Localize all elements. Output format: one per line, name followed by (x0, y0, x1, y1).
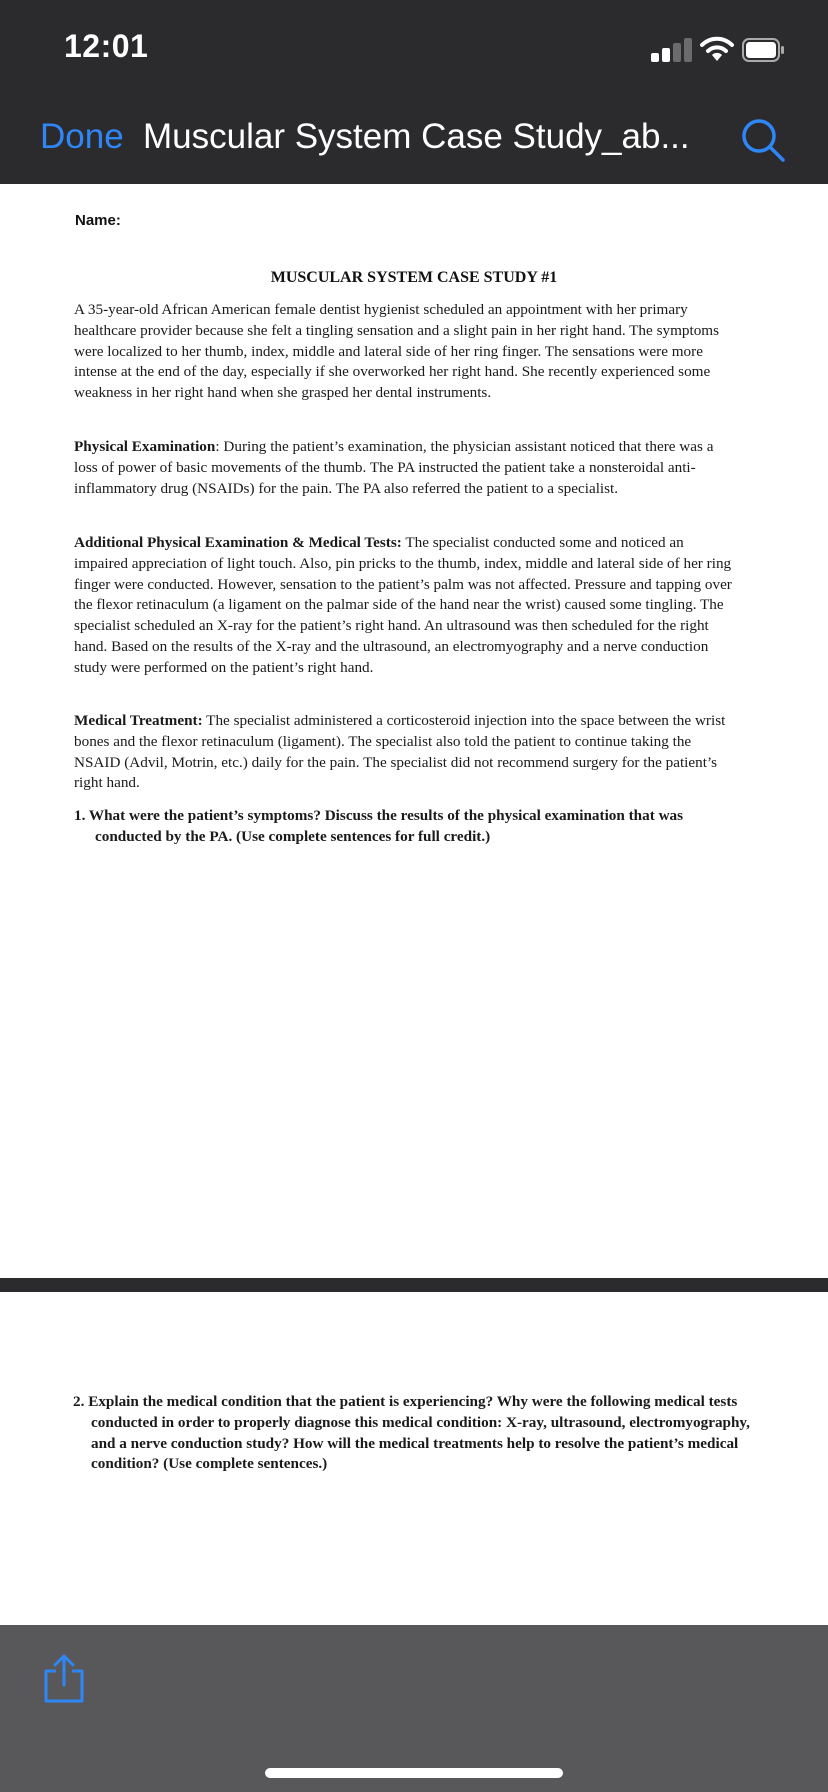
search-icon[interactable] (738, 115, 788, 165)
additional-exam-label: Additional Physical Examination & Medical Tests: (74, 534, 402, 551)
document-page-1[interactable] (0, 184, 828, 1278)
status-bar (0, 0, 828, 95)
battery-icon (742, 38, 784, 62)
bottom-toolbar (0, 1625, 828, 1792)
nav-bar (0, 95, 828, 184)
wifi-icon (700, 36, 734, 62)
home-indicator (265, 1768, 563, 1778)
physical-exam-text: : During the patient’s examination, the physician assistant noticed that there was a loss of power of basic movements of the thumb. The PA instructed the patient take a nonsteroidal anti-inflammatory drug (NSAIDs) for the pain. The PA also referred the patient to a specialist. (74, 438, 714, 497)
status-time: 12:01 (64, 28, 149, 64)
physical-exam-label: Physical Examination (74, 438, 216, 455)
cellular-signal-icon (651, 38, 693, 62)
treatment-label: Medical Treatment: (74, 712, 203, 729)
additional-exam-paragraph (74, 533, 734, 679)
additional-exam-text: The specialist conducted some and noticed an impaired appreciation of light touch. Also, pin pricks to the thumb, index, middle and lateral side of her ring finger were conducted. However, sensation to the patient’s palm was not affected. Pressure and tapping over the flexor retinaculum (a ligament on the palmar side of the hand near the wrist) caused some tingling. The specialist scheduled an X-ray for the patient’s right hand. An ultrasound was then scheduled for the right hand. Based on the results of the X-ray and the ultrasound, an electromyography and a nerve conduction study were performed on the patient’s right hand. (74, 534, 732, 676)
document-page-2[interactable] (0, 1292, 828, 1625)
question-2-text: 2. Explain the medical condition that the patient is experiencing? Why were the following medical tests conducted in order to properly diagnose this medical condition: X-ray, ultrasound, electromyography, and a nerve conduction study? How will the medical treatments help to resolve the patient’s medical condition? (Use complete sentences.) (73, 1393, 750, 1473)
intro-text: A 35-year-old African American female dentist hygienist scheduled an appointment with her primary healthcare provider because she felt a tingling sensation and a slight pain in her right hand. The symptoms were localized to her thumb, index, middle and lateral side of her ring finger. The sensations were more intense at the end of the day, especially if she overworked her right hand. She recently experienced some weakness in her right hand when she grasped her dental instruments. (74, 301, 720, 402)
treatment-text: The specialist administered a corticosteroid injection into the space between the wrist bones and the flexor retinaculum (ligament). The specialist also told the patient to continue taking the NSAID (Advil, Motrin, etc.) daily for the pain. The specialist did not recommend surgery for the patient’s right hand. (74, 712, 726, 792)
intro-paragraph (74, 300, 734, 404)
name-label: Name: (75, 212, 121, 229)
share-icon[interactable] (42, 1653, 86, 1703)
case-study-heading: MUSCULAR SYSTEM CASE STUDY #1 (270, 269, 558, 286)
done-button[interactable]: Done (40, 117, 124, 156)
physical-exam-paragraph (74, 437, 734, 499)
treatment-paragraph (74, 711, 734, 794)
question-1 (74, 806, 734, 848)
question-1-text: 1. What were the patient’s symptoms? Discuss the results of the physical examination that was conducted by the PA. (Use complete sentences for full credit.) (74, 807, 684, 845)
document-title: Muscular System Case Study_ab... (143, 117, 690, 156)
